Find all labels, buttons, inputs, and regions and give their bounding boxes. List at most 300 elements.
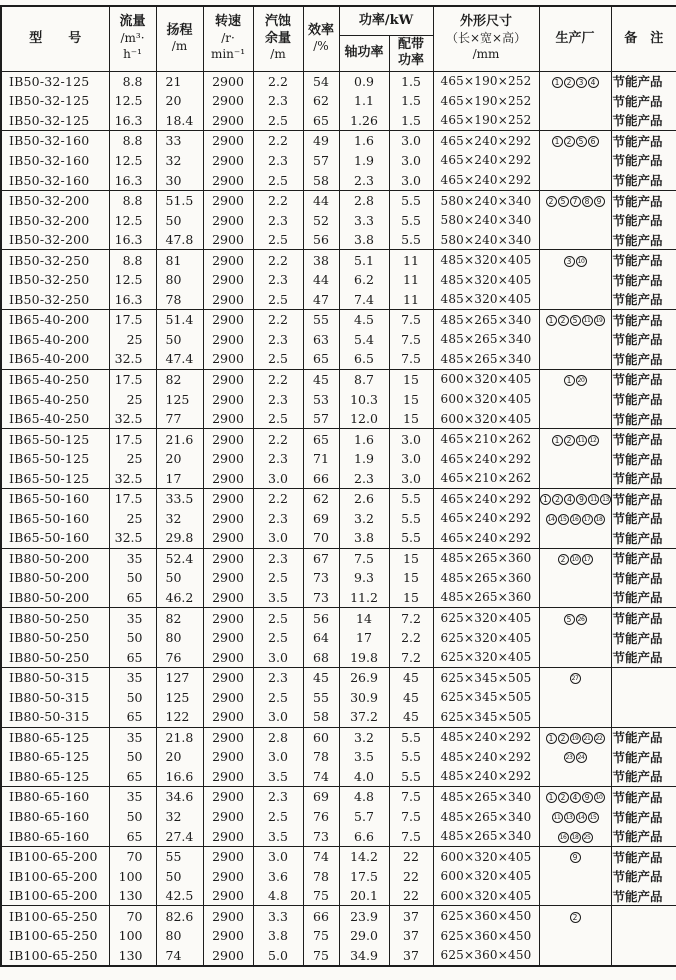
cell-model: IB80-50-315 [1, 667, 109, 687]
cell-shaft: 0.9 [339, 71, 389, 91]
table-row [1, 429, 676, 449]
cell-flow: 8.8 [109, 190, 156, 210]
cell-manufacturer-codes [539, 886, 611, 906]
cell-dims: 625×345×505 [433, 687, 539, 707]
cell-manufacturer-codes [539, 608, 611, 628]
cell-model: IB65-40-250 [1, 389, 109, 409]
cell-npsh: 2.2 [253, 310, 303, 330]
cell-speed: 2900 [203, 946, 253, 967]
table-row [1, 230, 676, 250]
cell-model: IB50-32-250 [1, 250, 109, 270]
cell-remark: 节能产品 [611, 270, 676, 290]
cell-speed: 2900 [203, 926, 253, 946]
circled-number: 5 [558, 196, 569, 207]
cell-matched: 3.0 [389, 449, 433, 469]
circled-number: 10 [594, 792, 605, 803]
cell-manufacturer-codes [539, 230, 611, 250]
cell-eff: 62 [303, 91, 339, 111]
cell-matched: 11 [389, 250, 433, 270]
cell-remark: 节能产品 [611, 310, 676, 330]
cell-matched: 15 [389, 369, 433, 389]
cell-dims: 465×240×292 [433, 528, 539, 548]
cell-eff: 68 [303, 647, 339, 667]
cell-manufacturer-codes [539, 349, 611, 369]
cell-shaft: 20.1 [339, 886, 389, 906]
cell-model: IB65-40-250 [1, 409, 109, 429]
circled-number: 2 [564, 136, 575, 147]
cell-dims: 485×265×360 [433, 588, 539, 608]
cell-manufacturer-codes [539, 409, 611, 429]
circled-number: 18 [594, 514, 605, 525]
cell-manufacturer-codes [539, 727, 611, 747]
cell-shaft: 3.8 [339, 230, 389, 250]
cell-manufacturer-codes [539, 449, 611, 469]
cell-flow: 25 [109, 389, 156, 409]
cell-npsh: 2.8 [253, 727, 303, 747]
table-row [1, 946, 676, 967]
cell-manufacturer-codes [539, 647, 611, 667]
cell-speed: 2900 [203, 170, 253, 190]
cell-flow: 8.8 [109, 250, 156, 270]
cell-flow: 25 [109, 449, 156, 469]
cell-head: 32 [156, 151, 203, 171]
cell-head: 82.6 [156, 906, 203, 926]
cell-matched: 7.5 [389, 807, 433, 827]
cell-remark: 节能产品 [611, 608, 676, 628]
cell-remark [611, 667, 676, 687]
cell-head: 122 [156, 707, 203, 727]
cell-speed: 2900 [203, 826, 253, 846]
cell-head: 42.5 [156, 886, 203, 906]
table-row [1, 588, 676, 608]
cell-matched: 37 [389, 926, 433, 946]
cell-speed: 2900 [203, 290, 253, 310]
cell-shaft: 26.9 [339, 667, 389, 687]
cell-flow: 65 [109, 588, 156, 608]
table-row [1, 846, 676, 866]
cell-npsh: 3.0 [253, 846, 303, 866]
cell-npsh: 3.0 [253, 528, 303, 548]
cell-head: 20 [156, 449, 203, 469]
table-row [1, 91, 676, 111]
cell-remark: 节能产品 [611, 468, 676, 488]
cell-shaft: 7.5 [339, 548, 389, 568]
cell-head: 46.2 [156, 588, 203, 608]
header-efficiency: 效率 /% [303, 6, 339, 71]
cell-shaft: 7.4 [339, 290, 389, 310]
cell-model: IB80-65-160 [1, 826, 109, 846]
cell-head: 74 [156, 946, 203, 967]
cell-model: IB100-65-200 [1, 846, 109, 866]
cell-npsh: 2.3 [253, 667, 303, 687]
cell-model: IB50-32-250 [1, 270, 109, 290]
cell-shaft: 5.4 [339, 330, 389, 350]
cell-remark: 节能产品 [611, 290, 676, 310]
cell-remark: 节能产品 [611, 151, 676, 171]
cell-remark: 节能产品 [611, 369, 676, 389]
cell-dims: 485×240×292 [433, 727, 539, 747]
cell-dims: 600×320×405 [433, 369, 539, 389]
cell-flow: 100 [109, 926, 156, 946]
cell-flow: 25 [109, 509, 156, 529]
circled-number: 1 [546, 792, 557, 803]
table-row [1, 330, 676, 350]
cell-model: IB100-65-200 [1, 886, 109, 906]
cell-remark: 节能产品 [611, 509, 676, 529]
circled-number: 2 [558, 733, 569, 744]
cell-matched: 3.0 [389, 429, 433, 449]
cell-npsh: 2.5 [253, 608, 303, 628]
circled-number: 16 [558, 832, 569, 843]
cell-dims: 625×320×405 [433, 628, 539, 648]
cell-speed: 2900 [203, 647, 253, 667]
cell-remark: 节能产品 [611, 210, 676, 230]
cell-shaft: 11.2 [339, 588, 389, 608]
cell-model: IB80-50-200 [1, 568, 109, 588]
cell-dims: 465×240×292 [433, 449, 539, 469]
cell-eff: 67 [303, 548, 339, 568]
cell-flow: 130 [109, 886, 156, 906]
cell-speed: 2900 [203, 568, 253, 588]
cell-manufacturer-codes [539, 290, 611, 310]
cell-dims: 625×320×405 [433, 647, 539, 667]
circled-number: 4 [564, 494, 575, 505]
cell-npsh: 2.2 [253, 250, 303, 270]
cell-shaft: 2.3 [339, 468, 389, 488]
cell-matched: 11 [389, 290, 433, 310]
cell-model: IB80-50-250 [1, 608, 109, 628]
cell-head: 30 [156, 170, 203, 190]
cell-manufacturer-codes [539, 767, 611, 787]
cell-matched: 11 [389, 270, 433, 290]
cell-dims: 625×320×405 [433, 608, 539, 628]
circled-number: 19 [594, 315, 605, 326]
cell-flow: 70 [109, 846, 156, 866]
cell-flow: 32.5 [109, 528, 156, 548]
cell-matched: 15 [389, 409, 433, 429]
cell-speed: 2900 [203, 151, 253, 171]
cell-flow: 35 [109, 548, 156, 568]
header-remark: 备 注 [611, 6, 676, 71]
cell-matched: 37 [389, 906, 433, 926]
table-row [1, 866, 676, 886]
cell-matched: 5.5 [389, 528, 433, 548]
table-row [1, 747, 676, 767]
cell-head: 20 [156, 747, 203, 767]
cell-matched: 3.0 [389, 151, 433, 171]
cell-manufacturer-codes [539, 330, 611, 350]
cell-npsh: 2.5 [253, 409, 303, 429]
cell-dims: 485×265×340 [433, 826, 539, 846]
circled-number: 1 [564, 375, 575, 386]
cell-matched: 5.5 [389, 190, 433, 210]
cell-npsh: 2.3 [253, 330, 303, 350]
cell-npsh: 3.3 [253, 906, 303, 926]
cell-matched: 5.5 [389, 727, 433, 747]
cell-model: IB65-50-160 [1, 488, 109, 508]
cell-model: IB65-50-125 [1, 449, 109, 469]
cell-dims: 485×240×292 [433, 767, 539, 787]
circled-number: 3 [576, 77, 587, 88]
cell-model: IB80-65-160 [1, 807, 109, 827]
cell-head: 33 [156, 131, 203, 151]
cell-eff: 47 [303, 290, 339, 310]
cell-manufacturer-codes [539, 91, 611, 111]
cell-model: IB50-32-250 [1, 290, 109, 310]
cell-head: 127 [156, 667, 203, 687]
cell-remark: 节能产品 [611, 628, 676, 648]
cell-flow: 16.3 [109, 290, 156, 310]
cell-manufacturer-codes [539, 628, 611, 648]
table-row [1, 409, 676, 429]
cell-matched: 3.0 [389, 170, 433, 190]
table-row [1, 210, 676, 230]
cell-shaft: 3.5 [339, 747, 389, 767]
cell-head: 29.8 [156, 528, 203, 548]
cell-shaft: 37.2 [339, 707, 389, 727]
cell-model: IB100-65-250 [1, 946, 109, 967]
cell-model: IB80-65-125 [1, 747, 109, 767]
cell-model: IB80-65-160 [1, 787, 109, 807]
table-row [1, 250, 676, 270]
cell-remark: 节能产品 [611, 866, 676, 886]
cell-dims: 485×265×360 [433, 548, 539, 568]
pump-spec-table [0, 5, 676, 967]
cell-manufacturer-codes [539, 310, 611, 330]
cell-remark: 节能产品 [611, 588, 676, 608]
cell-head: 18.4 [156, 111, 203, 131]
cell-dims: 485×265×340 [433, 310, 539, 330]
cell-head: 21 [156, 71, 203, 91]
cell-head: 21.8 [156, 727, 203, 747]
cell-model: IB80-65-125 [1, 727, 109, 747]
cell-remark: 节能产品 [611, 190, 676, 210]
cell-head: 77 [156, 409, 203, 429]
cell-head: 80 [156, 926, 203, 946]
cell-manufacturer-codes [539, 667, 611, 687]
header-matched-power: 配带 功率 [389, 36, 433, 72]
circled-number: 1 [552, 136, 563, 147]
cell-speed: 2900 [203, 707, 253, 727]
cell-dims: 625×345×505 [433, 707, 539, 727]
cell-flow: 32.5 [109, 409, 156, 429]
header-npsh: 汽蚀 余量 /m [253, 6, 303, 71]
cell-manufacturer-codes [539, 250, 611, 270]
cell-shaft: 4.5 [339, 310, 389, 330]
cell-flow: 17.5 [109, 429, 156, 449]
cell-eff: 45 [303, 369, 339, 389]
table-row [1, 111, 676, 131]
cell-speed: 2900 [203, 310, 253, 330]
cell-eff: 60 [303, 727, 339, 747]
cell-flow: 35 [109, 667, 156, 687]
cell-shaft: 30.9 [339, 687, 389, 707]
cell-manufacturer-codes [539, 568, 611, 588]
cell-head: 125 [156, 687, 203, 707]
circled-number: 9 [570, 852, 581, 863]
cell-eff: 78 [303, 747, 339, 767]
cell-flow: 65 [109, 707, 156, 727]
cell-speed: 2900 [203, 250, 253, 270]
circled-number: 19 [570, 733, 581, 744]
cell-speed: 2900 [203, 71, 253, 91]
cell-manufacturer-codes [539, 111, 611, 131]
cell-matched: 5.5 [389, 767, 433, 787]
cell-eff: 76 [303, 807, 339, 827]
cell-head: 51.5 [156, 190, 203, 210]
cell-manufacturer-codes [539, 509, 611, 529]
cell-manufacturer-codes [539, 190, 611, 210]
cell-npsh: 2.5 [253, 807, 303, 827]
circled-number: 1 [546, 315, 557, 326]
cell-eff: 63 [303, 330, 339, 350]
table-row [1, 787, 676, 807]
cell-remark: 节能产品 [611, 71, 676, 91]
header-head: 扬程 /m [156, 6, 203, 71]
cell-dims: 580×240×340 [433, 190, 539, 210]
cell-remark: 节能产品 [611, 886, 676, 906]
cell-dims: 625×360×450 [433, 926, 539, 946]
cell-speed: 2900 [203, 409, 253, 429]
circled-number: 22 [594, 733, 605, 744]
cell-model: IB65-40-200 [1, 310, 109, 330]
circled-number: 7 [570, 196, 581, 207]
cell-eff: 44 [303, 270, 339, 290]
cell-shaft: 23.9 [339, 906, 389, 926]
circled-number: 15 [588, 812, 599, 823]
circled-number: 1 [546, 733, 557, 744]
circled-number: 6 [588, 136, 599, 147]
cell-shaft: 1.1 [339, 91, 389, 111]
cell-flow: 16.3 [109, 170, 156, 190]
cell-matched: 15 [389, 548, 433, 568]
cell-eff: 74 [303, 846, 339, 866]
table-row [1, 926, 676, 946]
cell-remark: 节能产品 [611, 488, 676, 508]
cell-flow: 17.5 [109, 369, 156, 389]
cell-dims: 600×320×405 [433, 389, 539, 409]
cell-flow: 32.5 [109, 349, 156, 369]
cell-model: IB80-65-125 [1, 767, 109, 787]
cell-remark [611, 946, 676, 967]
cell-shaft: 5.7 [339, 807, 389, 827]
cell-remark: 节能产品 [611, 767, 676, 787]
table-row [1, 528, 676, 548]
cell-npsh: 2.2 [253, 488, 303, 508]
cell-speed: 2900 [203, 747, 253, 767]
cell-flow: 12.5 [109, 91, 156, 111]
cell-speed: 2900 [203, 628, 253, 648]
cell-eff: 57 [303, 409, 339, 429]
cell-dims: 465×190×252 [433, 91, 539, 111]
cell-manufacturer-codes [539, 846, 611, 866]
cell-manufacturer-codes [539, 946, 611, 967]
cell-remark: 节能产品 [611, 826, 676, 846]
cell-shaft: 9.3 [339, 568, 389, 588]
table-row [1, 548, 676, 568]
cell-remark [611, 926, 676, 946]
cell-speed: 2900 [203, 906, 253, 926]
cell-model: IB80-50-200 [1, 588, 109, 608]
table-row [1, 628, 676, 648]
circled-number: 21 [582, 733, 593, 744]
cell-dims: 465×240×292 [433, 170, 539, 190]
header-model: 型 号 [1, 6, 109, 71]
cell-remark [611, 906, 676, 926]
cell-matched: 7.2 [389, 608, 433, 628]
cell-shaft: 17.5 [339, 866, 389, 886]
cell-eff: 75 [303, 926, 339, 946]
table-row [1, 767, 676, 787]
cell-manufacturer-codes [539, 826, 611, 846]
cell-flow: 16.3 [109, 230, 156, 250]
cell-speed: 2900 [203, 767, 253, 787]
cell-flow: 25 [109, 330, 156, 350]
cell-manufacturer-codes [539, 528, 611, 548]
cell-flow: 17.5 [109, 310, 156, 330]
table-row [1, 131, 676, 151]
cell-npsh: 4.8 [253, 886, 303, 906]
circled-number: 17 [582, 514, 593, 525]
cell-matched: 5.5 [389, 747, 433, 767]
header-power-group: 功率/kW [339, 6, 433, 36]
cell-remark: 节能产品 [611, 111, 676, 131]
cell-flow: 50 [109, 687, 156, 707]
cell-remark: 节能产品 [611, 787, 676, 807]
cell-head: 80 [156, 628, 203, 648]
cell-eff: 64 [303, 628, 339, 648]
cell-manufacturer-codes [539, 468, 611, 488]
cell-dims: 465×210×262 [433, 429, 539, 449]
table-row [1, 647, 676, 667]
cell-eff: 66 [303, 906, 339, 926]
header-dimensions: 外形尺寸 （长×宽×高） /mm [433, 6, 539, 71]
cell-head: 78 [156, 290, 203, 310]
cell-shaft: 5.1 [339, 250, 389, 270]
cell-speed: 2900 [203, 389, 253, 409]
cell-eff: 74 [303, 767, 339, 787]
cell-head: 32 [156, 807, 203, 827]
cell-shaft: 4.8 [339, 787, 389, 807]
cell-dims: 625×360×450 [433, 906, 539, 926]
cell-model: IB65-50-160 [1, 528, 109, 548]
cell-dims: 600×320×405 [433, 886, 539, 906]
cell-shaft: 3.2 [339, 727, 389, 747]
table-row [1, 608, 676, 628]
cell-matched: 15 [389, 588, 433, 608]
cell-dims: 600×320×405 [433, 846, 539, 866]
circled-number: 2 [564, 435, 575, 446]
cell-eff: 56 [303, 608, 339, 628]
cell-flow: 70 [109, 906, 156, 926]
cell-head: 47.8 [156, 230, 203, 250]
cell-matched: 7.5 [389, 330, 433, 350]
cell-head: 27.4 [156, 826, 203, 846]
cell-shaft: 6.2 [339, 270, 389, 290]
cell-speed: 2900 [203, 787, 253, 807]
cell-npsh: 2.3 [253, 389, 303, 409]
cell-model: IB50-32-160 [1, 151, 109, 171]
circled-number: 24 [576, 752, 587, 763]
cell-eff: 69 [303, 509, 339, 529]
table-row [1, 71, 676, 91]
cell-remark: 节能产品 [611, 330, 676, 350]
cell-head: 47.4 [156, 349, 203, 369]
cell-eff: 65 [303, 429, 339, 449]
cell-flow: 130 [109, 946, 156, 967]
table-row [1, 449, 676, 469]
cell-matched: 45 [389, 687, 433, 707]
